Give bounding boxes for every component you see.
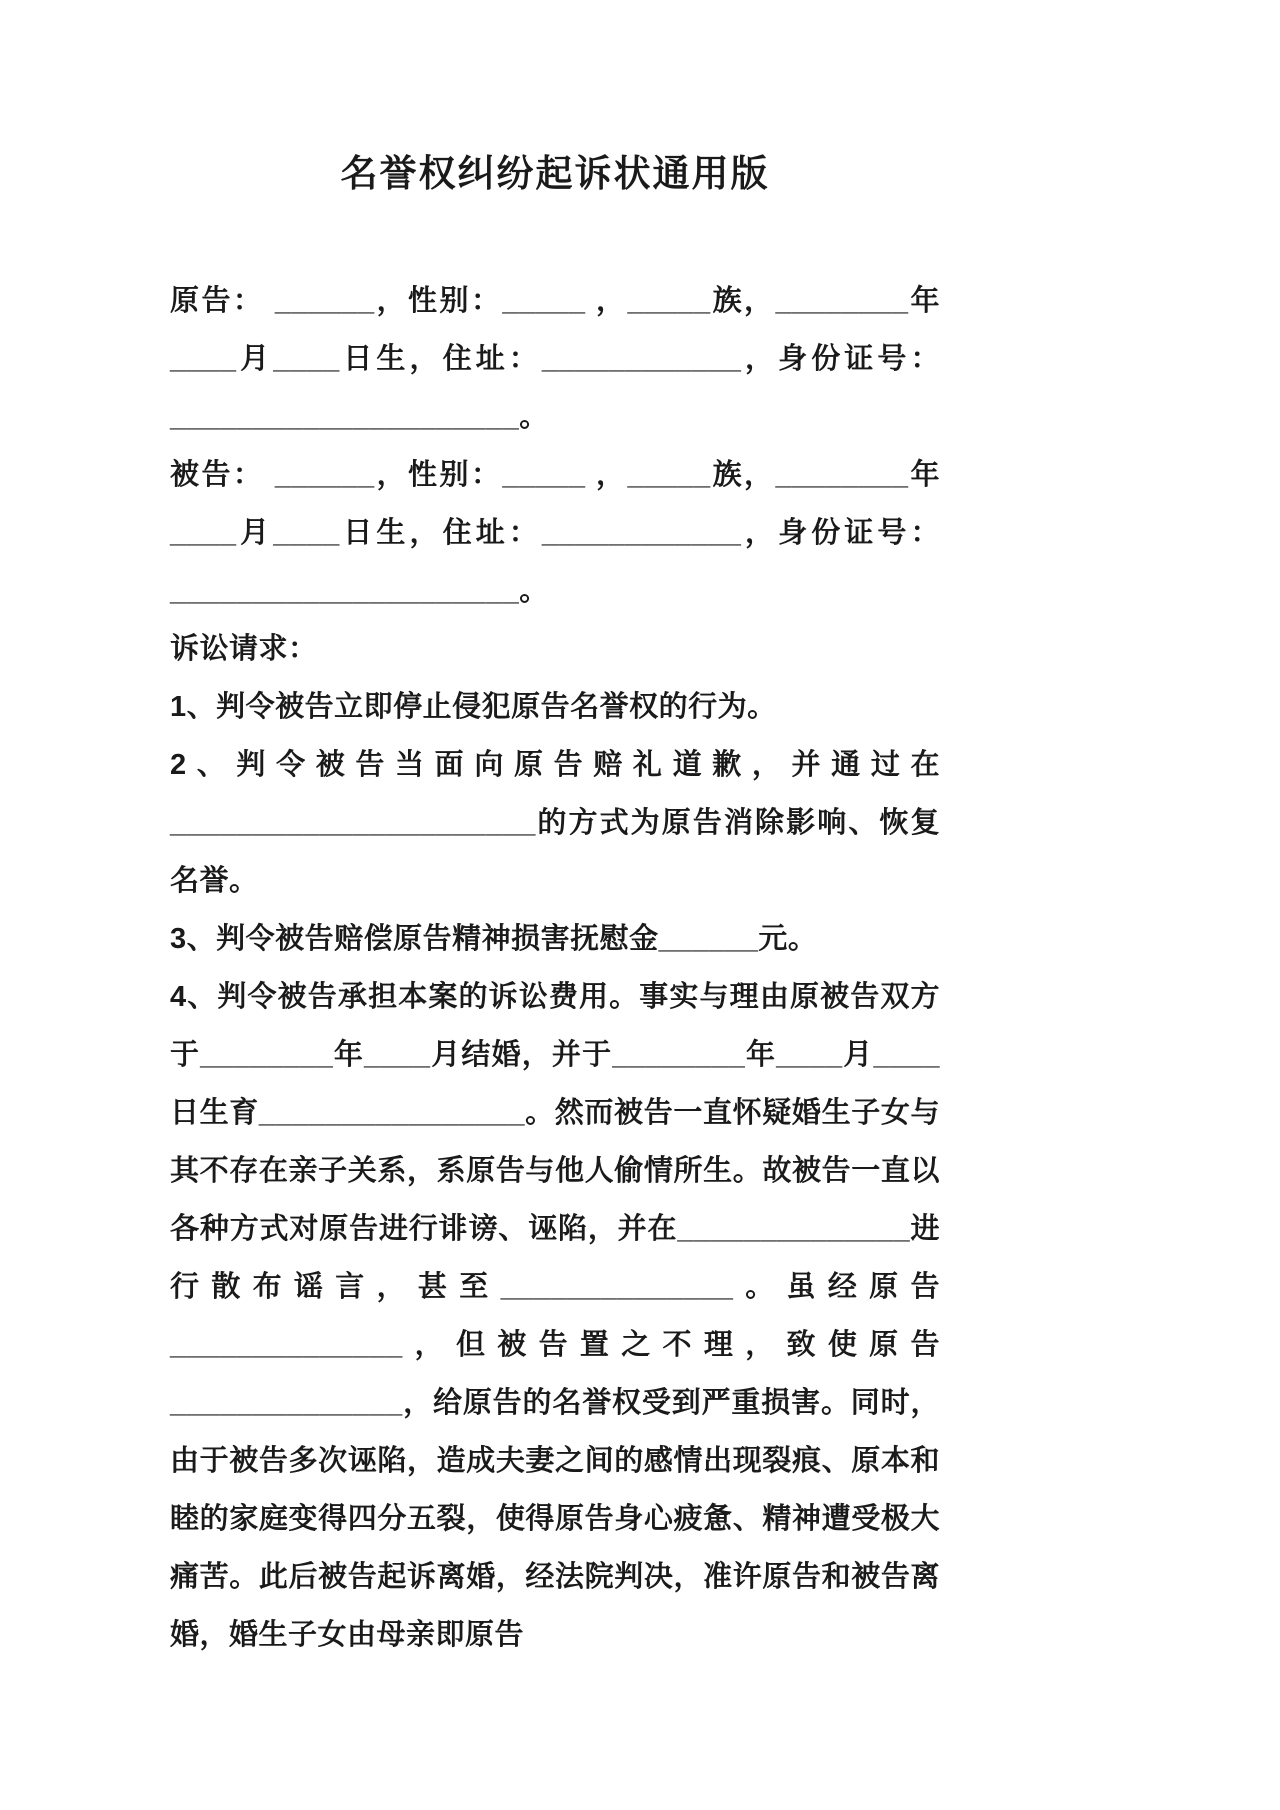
paragraph-claim-4-and-facts: 4、判令被告承担本案的诉讼费用。事实与理由原被告双方于________年____月结婚，并于________年____月____日生育________________。然而被告一直怀疑婚生子女与其不存在亲子关系，系原告与他人偷情所生。故被告一直以各种方式对原告进行诽谤、诬陷，并在______________进行散布谣言，甚至______________。虽经原告______________，但被告置之不理，致使原告______________，给原告的名誉权受到严重损害。同时，由于被告多次诬陷，造成夫妻之间的感情出现裂痕、原本和睦的家庭变得四分五裂，使得原告身心疲惫、精神遭受极大痛苦。此后被告起诉离婚，经法院判决，准许原告和被告离婚，婚生子女由母亲即原告: [170, 981, 940, 1651]
paragraph-claim-2: 2、判令被告当面向原告赔礼道歉，并通过在______________________的方式为原告消除影响、恢复名誉。: [170, 749, 940, 897]
paragraph-plaintiff-info: 原告： ______，性别：_____ ，_____族，________年____月____日生，住址：____________，身份证号：_____________________。: [170, 285, 940, 433]
document-title: 名誉权纠纷起诉状通用版: [340, 153, 770, 194]
paragraph-claims-heading: 诉讼请求：: [170, 633, 318, 665]
document-body: [170, 272, 940, 1664]
paragraph-claim-1: 1、判令被告立即停止侵犯原告名誉权的行为。: [170, 691, 777, 723]
paragraph-claim-3: 3、判令被告赔偿原告精神损害抚慰金______元。: [170, 923, 818, 955]
paragraph-defendant-info: 被告： ______，性别：_____ ，_____族，________年____月____日生，住址：____________，身份证号：_____________________。: [170, 459, 940, 607]
